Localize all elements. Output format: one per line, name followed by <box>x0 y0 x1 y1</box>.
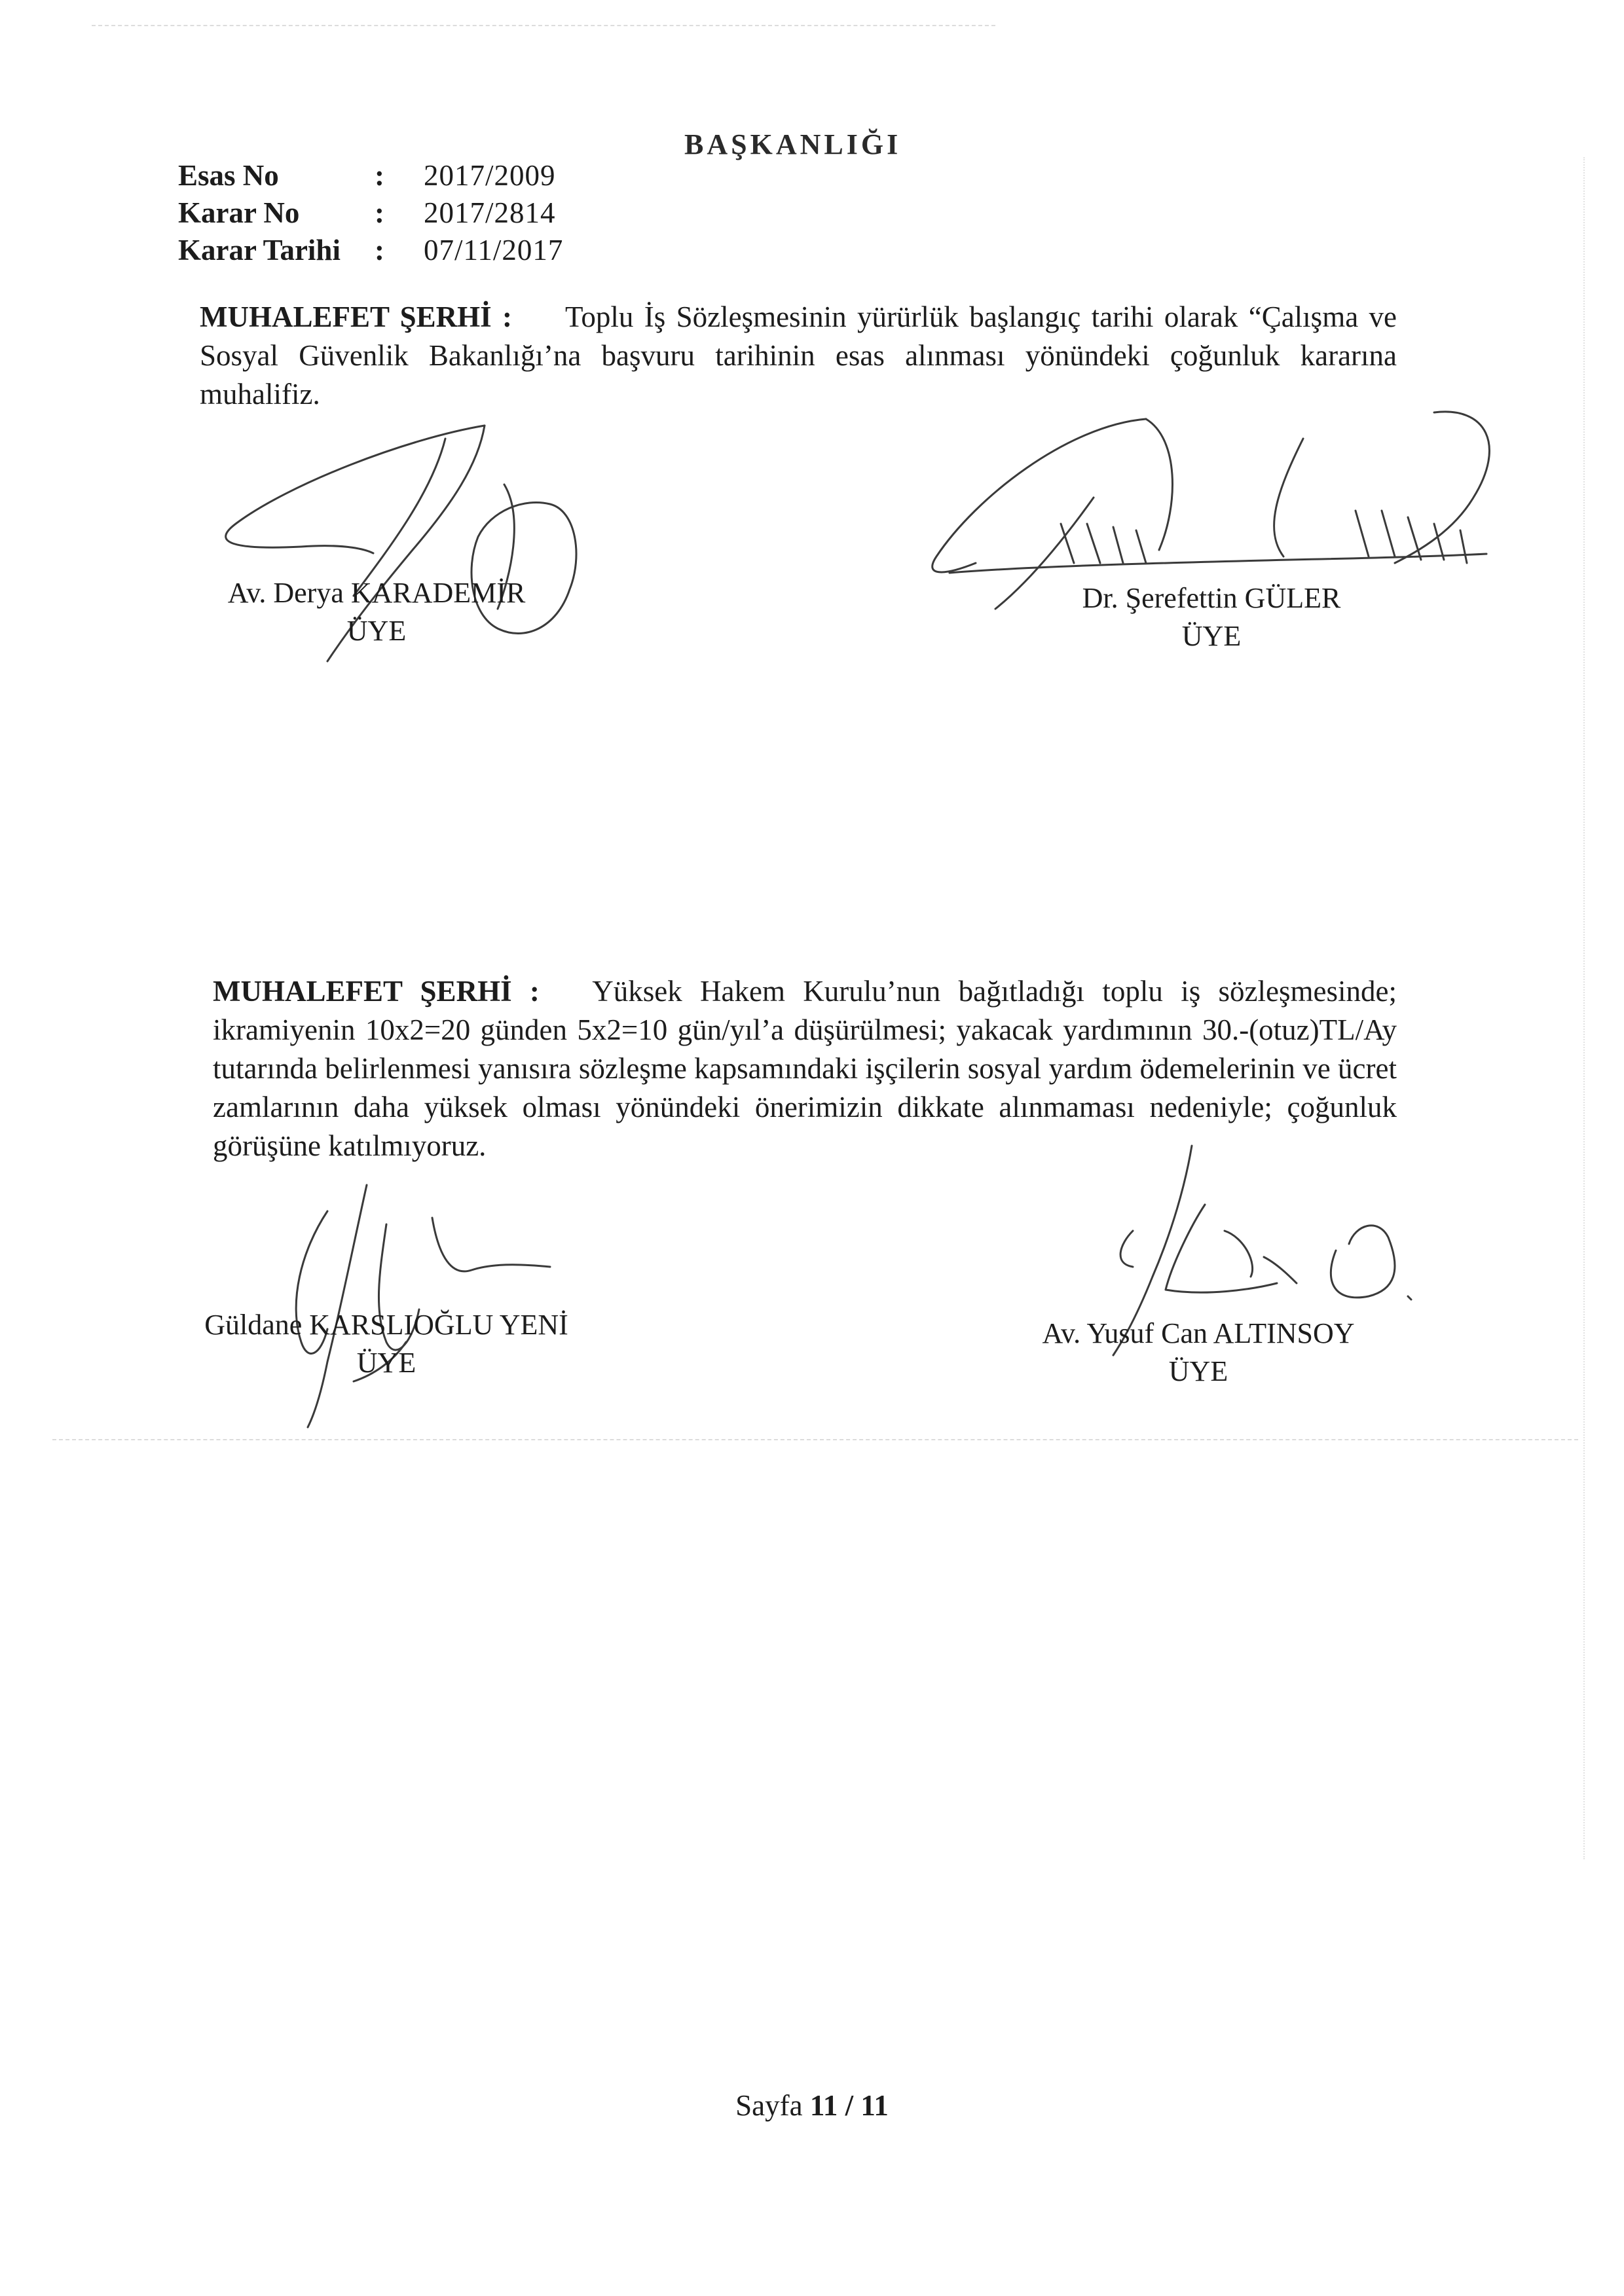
case-info-row-karar <box>178 194 563 232</box>
signatory-role: ÜYE <box>346 615 407 647</box>
signatory-karslioglu <box>138 1306 635 1382</box>
scan-artifact-top-line <box>92 25 995 26</box>
signatory-karademir <box>187 574 566 650</box>
case-info-label: Esas No <box>178 159 279 192</box>
scan-artifact-middle-line <box>52 1439 1578 1440</box>
page-number-current: 11 <box>809 2089 838 2122</box>
case-info-value: 2017/2009 <box>424 159 556 192</box>
case-info-colon: : <box>375 159 384 192</box>
signatory-guler <box>1035 579 1388 655</box>
signatory-role: ÜYE <box>1181 620 1242 652</box>
page-number <box>0 2088 1624 2123</box>
institution-title: BAŞKANLIĞI <box>684 128 902 160</box>
signatory-name: Güldane KARSLIOĞLU YENİ <box>204 1309 568 1341</box>
case-info <box>178 157 563 269</box>
case-info-value: 2017/2814 <box>424 196 556 229</box>
page-number-separator: / <box>845 2089 854 2122</box>
case-info-label: Karar Tarihi <box>178 234 341 266</box>
case-info-colon: : <box>375 196 384 229</box>
case-info-value: 07/11/2017 <box>424 234 564 266</box>
dissent-heading: MUHALEFET ŞERHİ : <box>213 975 540 1008</box>
signatory-name: Av. Yusuf Can ALTINSOY <box>1042 1317 1355 1349</box>
signatory-role: ÜYE <box>356 1347 416 1379</box>
dissent-text: Yüksek Hakem Kurulu’nun bağıtladığı toplu iş sözleşmesinde; ikramiyenin 10x2=20 günden 5x2=10 gün/yıl’a düşürülmesi; yakacak yardımının 30.-(otuz)TL/Ay tutarında belirlenmesi yanısıra sözleşme kapsamındaki işçilerin sosyal yardım ödemelerinin ve ücret zamlarının daha yüksek olması yönündeki önerimizin dikkate alınmaması nedeniyle; çoğunluk görüşüne katılmıyoruz. <box>213 975 1397 1162</box>
dissent-text: Toplu İş Sözleşmesinin yürürlük başlangıç tarihi olarak “Çalışma ve Sosyal Güvenlik Bakanlığı’na başvuru tarihinin esas alınması yönündeki çoğunluk kararına muhalifiz. <box>200 301 1397 410</box>
case-info-row-esas <box>178 157 563 194</box>
dissent-paragraph-1 <box>200 298 1397 414</box>
case-info-row-tarih <box>178 232 563 269</box>
scan-artifact-right-edge <box>1583 157 1585 1859</box>
signatory-altinsoy <box>976 1315 1421 1391</box>
signatory-role: ÜYE <box>1168 1355 1228 1387</box>
signatory-name: Dr. Şerefettin GÜLER <box>1082 582 1341 614</box>
dissent-heading: MUHALEFET ŞERHİ : <box>200 301 512 333</box>
page-number-prefix: Sayfa <box>735 2089 803 2122</box>
page-number-total: 11 <box>860 2089 889 2122</box>
signatory-name: Av. Derya KARADEMİR <box>227 577 526 609</box>
signature-karslioglu <box>255 1146 570 1434</box>
case-info-colon: : <box>375 234 384 266</box>
case-info-label: Karar No <box>178 196 300 229</box>
